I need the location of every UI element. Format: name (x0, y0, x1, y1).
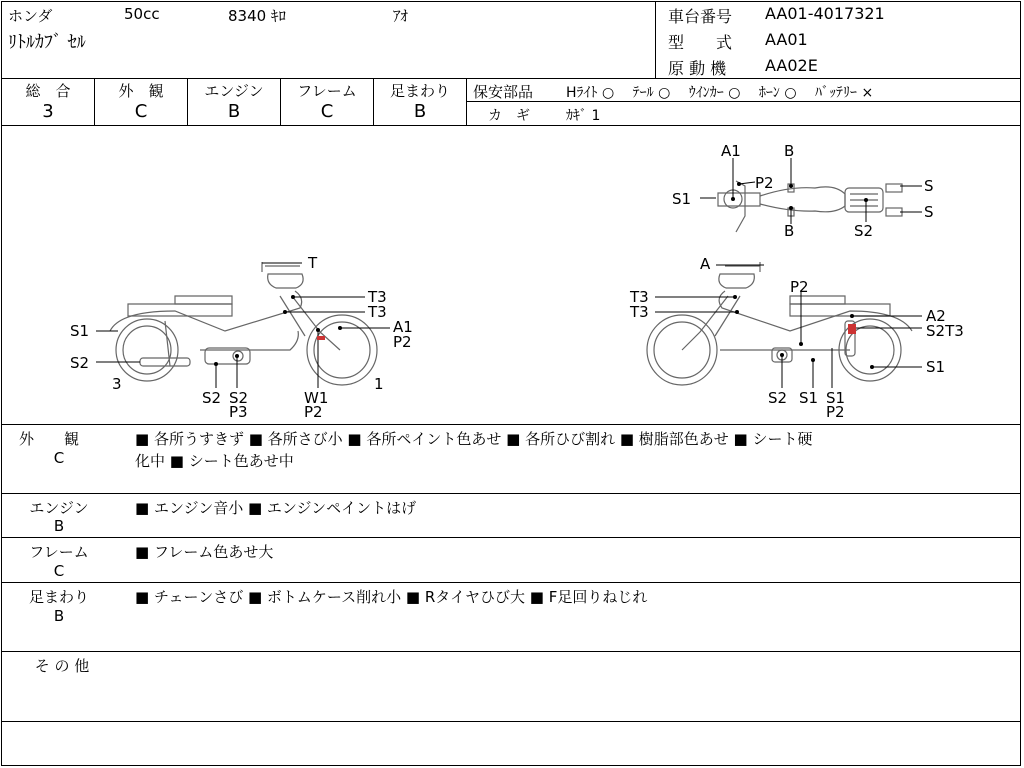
top-view-drawing (718, 181, 902, 232)
label-s2: S2 (229, 389, 249, 407)
label-s1: S1 (799, 389, 819, 407)
remark-text-exterior: ■ 各所うすきず ■ 各所さび小 ■ 各所ペイント色あせ ■ 各所ひび割れ ■ 樹脂部色あせ ■ シート硬 (135, 430, 813, 448)
grade-label-frame: フレーム (297, 82, 357, 100)
divider (1, 78, 1021, 79)
divider (1, 493, 1021, 494)
label-s2: S2 (854, 222, 874, 240)
label-s1: S1 (70, 322, 90, 340)
label-b: B (784, 222, 795, 240)
label-1: 1 (374, 375, 384, 393)
label-a1: A1 (393, 318, 413, 336)
label-p2: P2 (790, 278, 809, 296)
grade-value-overall: 3 (42, 101, 54, 122)
left-view-drawing (110, 262, 377, 385)
label-p3: P3 (229, 403, 248, 421)
remark-label-frame: フレーム (29, 543, 89, 561)
remark-label-suspension: 足まわり (28, 588, 89, 606)
label-a: A (700, 255, 711, 273)
engine-value: AA02E (765, 56, 818, 75)
divider (1, 651, 1021, 652)
label-s2: S2 (202, 389, 222, 407)
remark-text-suspension: ■ チェーンさび ■ ボトムケース削れ小 ■ Rタイヤひび大 ■ F足回りねじれ (135, 588, 648, 606)
label-s2: S2 (70, 354, 90, 372)
safety-items: Hﾗｲﾄ ○ ﾃｰﾙ ○ ｳｲﾝｶｰ ○ ﾎｰﾝ ○ ﾊﾞｯﾃﾘｰ × (566, 85, 874, 101)
mileage: 8340 ｷﾛ (228, 7, 286, 25)
label-t: T (308, 254, 318, 272)
label-s2t3: S2T3 (926, 322, 964, 340)
chassis-value: AA01-4017321 (765, 4, 885, 23)
label-3: 3 (112, 375, 122, 393)
divider (1, 537, 1021, 538)
grade-value-exterior: C (134, 101, 148, 122)
grade-label-exterior: 外 観 (118, 82, 164, 100)
type-label: 型 式 (668, 33, 733, 52)
label-a2: A2 (926, 307, 946, 325)
label-t3: T3 (630, 288, 649, 306)
divider (1, 424, 1021, 425)
label-s1: S1 (926, 358, 946, 376)
label-s: S (924, 203, 934, 221)
label-t3: T3 (630, 303, 649, 321)
grade-value-suspension: B (413, 101, 427, 122)
grade-label-suspension: 足まわり (389, 82, 450, 100)
grade-label-overall: 総 合 (25, 82, 71, 100)
remark-text-exterior-cont: 化中 ■ シート色あせ中 (135, 452, 294, 470)
scooter-damage-diagram (0, 126, 1022, 423)
label-t3: T3 (368, 303, 387, 321)
label-s1: S1 (826, 389, 846, 407)
safety-label: 保安部品 (473, 83, 534, 101)
key-value: ｶｷﾞ 1 (566, 108, 601, 124)
label-s: S (924, 177, 934, 195)
remark-grade-suspension: B (53, 607, 65, 625)
label-s2: S2 (768, 389, 788, 407)
remark-grade-exterior: C (53, 449, 65, 467)
chassis-label: 車台番号 (668, 7, 733, 26)
engine-label: 原 動 機 (668, 59, 727, 78)
label-a1: A1 (721, 142, 741, 160)
color: ｱｵ (393, 7, 409, 25)
remark-text-engine: ■ エンジン音小 ■ エンジンペイントはげ (135, 499, 417, 517)
label-p2: P2 (826, 403, 845, 421)
remark-grade-engine: B (53, 517, 65, 535)
grade-value-engine: B (227, 101, 241, 122)
remark-text-frame: ■ フレーム色あせ大 (135, 543, 274, 561)
divider (655, 1, 656, 78)
label-t3: T3 (368, 288, 387, 306)
remark-label-engine: エンジン (29, 499, 89, 517)
remark-grade-frame: C (53, 562, 65, 580)
model-name: ﾘﾄﾙｶﾌﾞ ｾﾙ (8, 32, 86, 53)
key-label: カ ギ (488, 108, 530, 124)
divider (1, 582, 1021, 583)
label-w1: W1 (304, 389, 329, 407)
label-s1: S1 (672, 190, 692, 208)
grade-value-frame: C (320, 101, 334, 122)
remark-label-other: そ の 他 (34, 657, 90, 675)
label-b: B (784, 142, 795, 160)
label-p2: P2 (755, 174, 774, 192)
remark-label-exterior: 外 観 (18, 430, 79, 448)
label-p2: P2 (304, 403, 323, 421)
maker: ホンダ (8, 7, 53, 25)
grade-label-engine: エンジン (204, 82, 264, 100)
type-value: AA01 (765, 30, 808, 49)
divider (1, 721, 1021, 722)
displacement: 50cc (124, 5, 160, 23)
label-p2: P2 (393, 333, 412, 351)
